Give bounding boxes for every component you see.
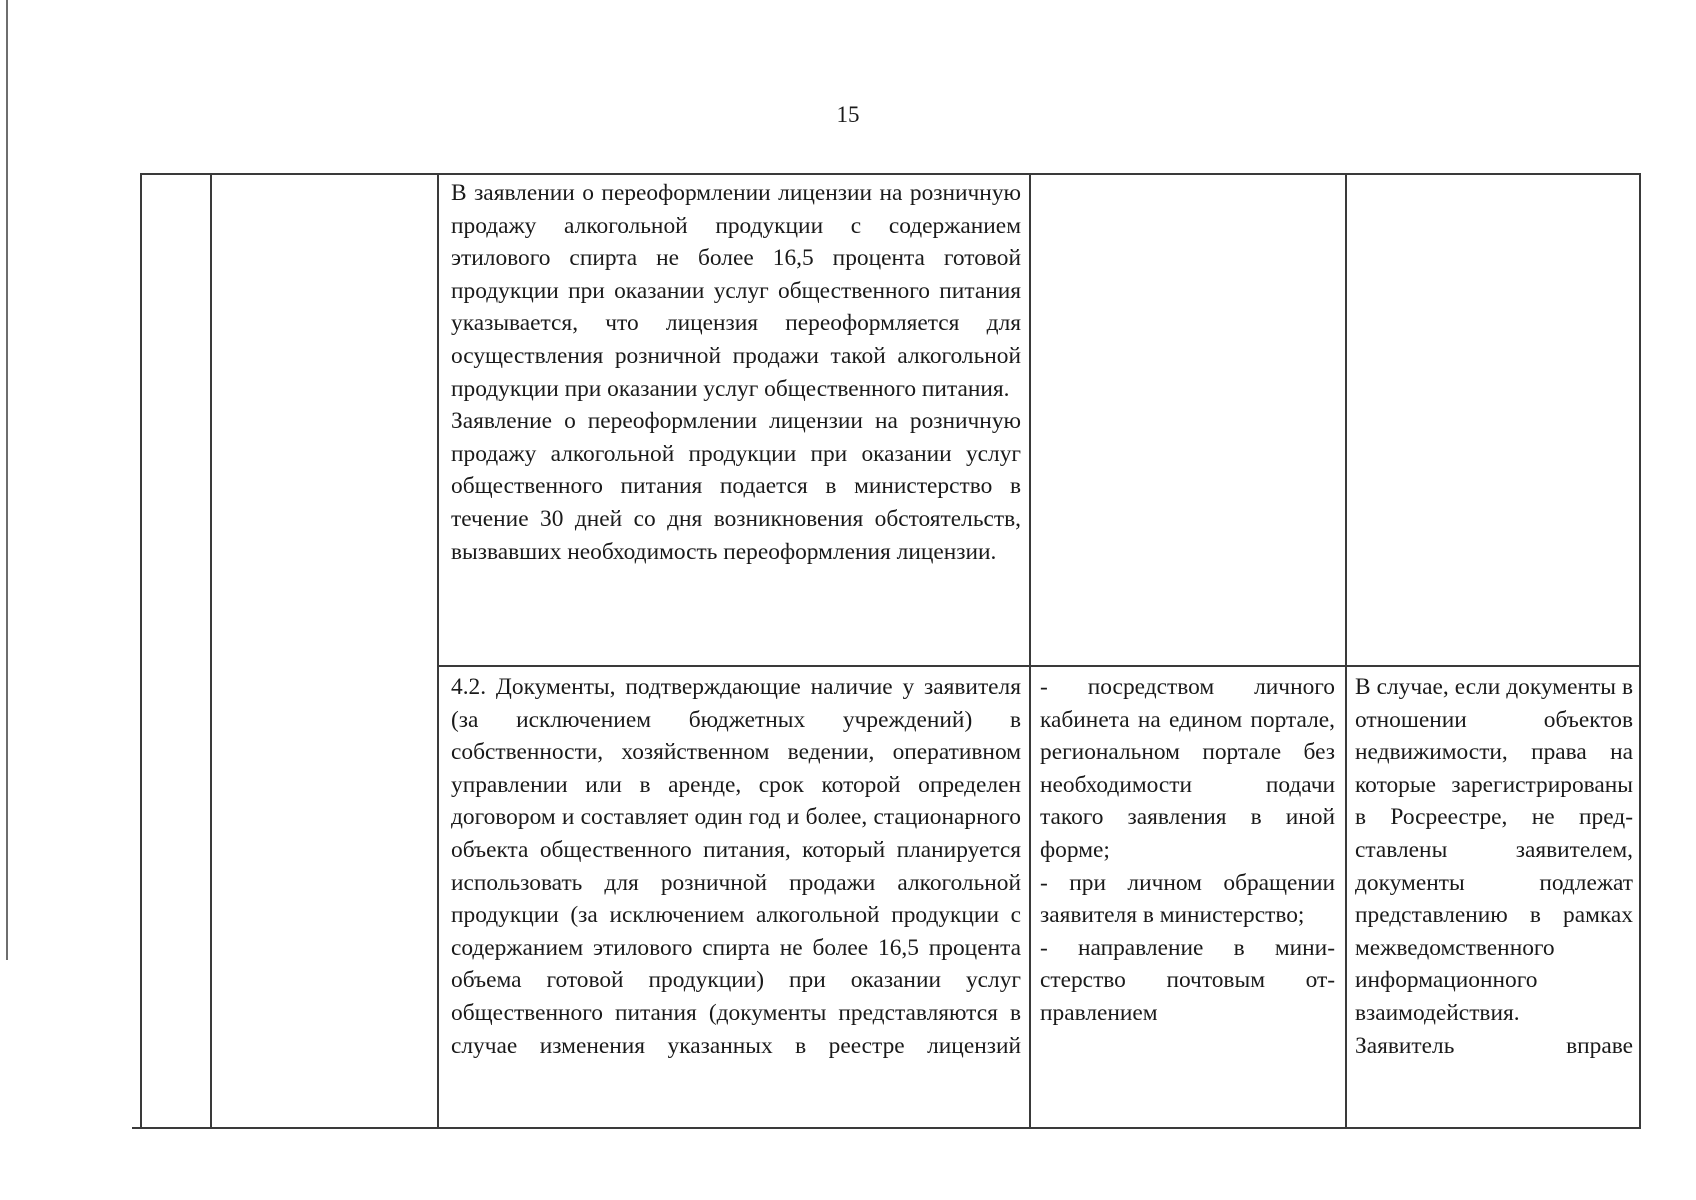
row1-paragraph-1: В заявлении о переоформлении лицензии на розничную продажу алкогольной продукции с содержанием этилового спирта не более 16,5 процента готовой продукции при оказании услуг общественного питания указывается, что лицензия переоформляется для осуществления розничной продажи такой алкогольной продукции при оказании услуг общественного питания. bbox=[451, 180, 1021, 402]
row2-notes-cell bbox=[1355, 671, 1633, 1125]
submission-method-mail: - направление в министерство почтовым отправлением bbox=[1040, 934, 1335, 1026]
submission-method-portal: - посредством личного кабинета на едином портале, региональном портале без необходимости подачи такого заявления в иной форме; bbox=[1040, 674, 1335, 863]
row2-paragraph-1: 4.2. Документы, подтверждающие наличие у заявителя (за исключением бюджетных учреждений) в собственности, хозяйственном ведении, оперативном управлении или в аренде, срок которой определен договором и составляет один год и более, стационарного объекта общественного питания, который планируется использовать для розничной продажи алкогольной продукции (за исключением алкогольной продукции с содержанием этилового спирта не более 16,5 процента объема готовой продукции) при оказании услуг общественного питания (документы представляются в случае изменения указанных в реестре лицензий bbox=[451, 674, 1021, 1059]
notes-paragraph-2: Заявитель вправе bbox=[1355, 1032, 1633, 1059]
table-row-divider bbox=[437, 665, 1641, 667]
row2-submission-methods-cell bbox=[1040, 671, 1335, 1125]
row1-paragraph-2: Заявление о переоформлении лицензии на розничную продажу алкогольной продукции при оказании услуг общественного питания подается в министерство в течение 30 дней со дня возникновения обстоятельств, вызвавших необходимость переоформления лицензии. bbox=[451, 408, 1021, 565]
scan-edge-shadow bbox=[6, 0, 8, 960]
table-bottom-border bbox=[132, 1127, 1641, 1129]
column-divider-2 bbox=[437, 173, 439, 1129]
notes-paragraph-1: В случае, если документы в отношении объектов недвижимости, права на которые зарегистрированы в Росреестре, не представлены заявителем, документы подлежат представлению в рамках межведомственного информационного взаимодействия. bbox=[1355, 674, 1633, 1026]
table-top-border bbox=[140, 173, 1641, 175]
submission-method-in-person: - при личном обращении заявителя в министерство; bbox=[1040, 869, 1335, 929]
column-divider-1 bbox=[210, 173, 212, 1129]
table-left-border bbox=[140, 173, 142, 1129]
page-number: 15 bbox=[836, 102, 860, 127]
row2-description-cell bbox=[451, 671, 1021, 1125]
column-divider-3 bbox=[1029, 173, 1031, 1129]
row1-description-cell bbox=[451, 177, 1021, 665]
column-divider-4 bbox=[1345, 173, 1347, 1129]
table-right-border bbox=[1639, 173, 1641, 1129]
